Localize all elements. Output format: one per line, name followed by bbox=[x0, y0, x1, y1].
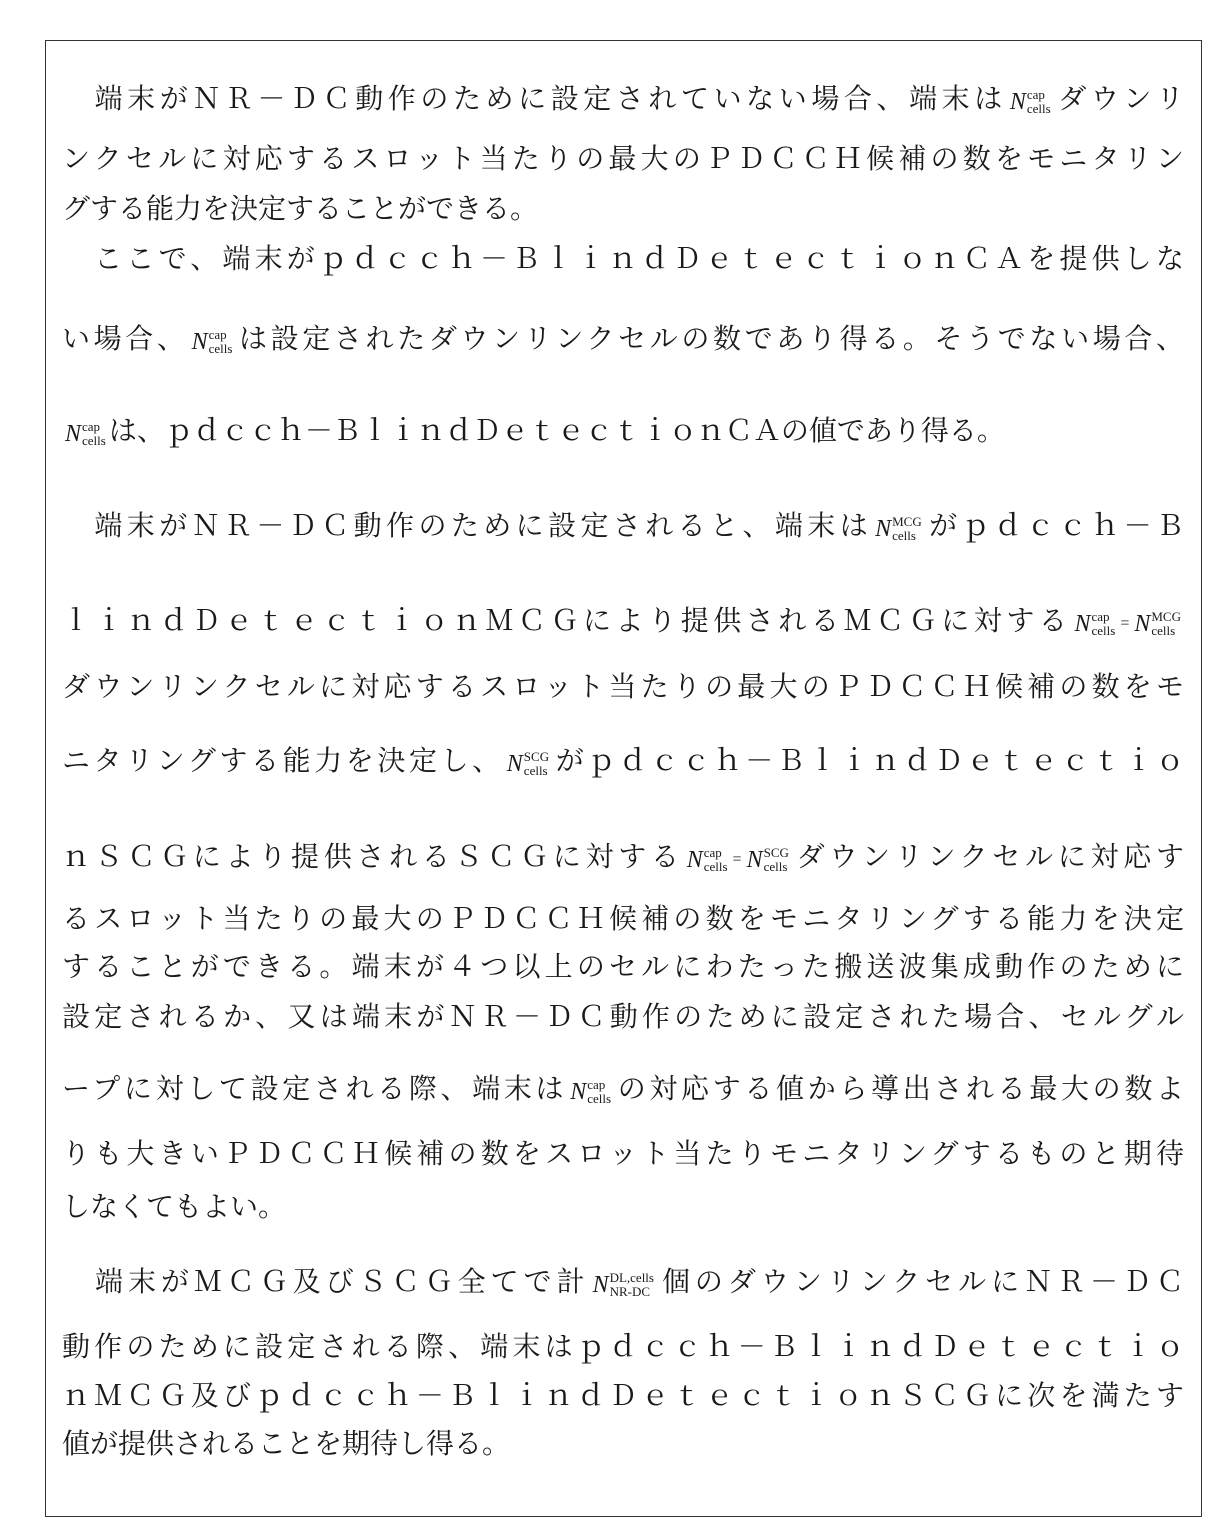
equals-sign: = bbox=[1120, 615, 1129, 632]
text-segment: ニタリングする能力を決定し、 bbox=[62, 746, 504, 777]
math-symbol bbox=[192, 328, 233, 356]
text-segment: 動作のために設定される際、端末はｐｄｃｃｈ－ＢｌｉｎｄＤｅｔｅｃｔｉｏ bbox=[62, 1332, 1184, 1363]
text-segment: ダウンリ bbox=[1054, 84, 1184, 115]
text-line bbox=[62, 138, 1184, 182]
text-segment: は設定されたダウンリンクセルの数であり得る。そうでない場合、 bbox=[235, 324, 1184, 355]
math-base: N bbox=[875, 517, 891, 541]
text-segment: の対応する値から導出される最大の数よ bbox=[614, 1074, 1184, 1105]
math-base: N bbox=[1134, 612, 1150, 636]
text-segment: は、ｐｄｃｃｈ－ＢｌｉｎｄＤｅｔｅｃｔｉｏｎＣＡの値であり得る。 bbox=[109, 416, 1005, 447]
math-symbol bbox=[875, 515, 922, 543]
text-segment: ｎＭＣＧ及びｐｄｃｃｈ－ＢｌｉｎｄＤｅｔｅｃｔｉｏｎＳＣＧに次を満たす bbox=[62, 1381, 1184, 1412]
math-scripts bbox=[524, 750, 549, 778]
math-base: N bbox=[1010, 90, 1026, 114]
math-scripts bbox=[610, 1271, 654, 1299]
math-symbol bbox=[593, 1271, 654, 1299]
math-scripts bbox=[209, 328, 233, 356]
math-symbol bbox=[507, 750, 549, 778]
math-subscript: cells bbox=[587, 1092, 611, 1106]
math-base: N bbox=[593, 1273, 609, 1297]
text-segment: がｐｄｃｃｈ－ＢｌｉｎｄＤｅｔｅｃｔｉｏ bbox=[552, 746, 1184, 777]
text-segment: がｐｄｃｃｈ－Ｂ bbox=[925, 511, 1184, 542]
text-line bbox=[62, 318, 1184, 362]
text-segment: ープに対して設定される際、端末は bbox=[62, 1074, 567, 1105]
text-segment: ここで、端末がｐｄｃｃｈ－ＢｌｉｎｄＤｅｔｅｃｔｉｏｎＣＡを提供しな bbox=[62, 244, 1184, 275]
text-line bbox=[62, 1068, 1184, 1112]
text-line bbox=[62, 78, 1184, 122]
math-base: N bbox=[1074, 612, 1090, 636]
text-line bbox=[62, 666, 1184, 710]
math-scripts bbox=[587, 1078, 611, 1106]
text-segment: りも大きいＰＤＣＣＨ候補の数をスロット当たりモニタリングするものと期待 bbox=[62, 1139, 1184, 1170]
text-line bbox=[62, 740, 1184, 784]
math-subscript: cells bbox=[524, 764, 549, 778]
math-subscript: NR-DC bbox=[610, 1285, 654, 1299]
math-symbol bbox=[1134, 610, 1181, 638]
text-line bbox=[62, 410, 1184, 454]
math-superscript: cap bbox=[587, 1078, 611, 1092]
math-base: N bbox=[507, 752, 523, 776]
text-segment: るスロット当たりの最大のＰＤＣＣＨ候補の数をモニタリングする能力を決定 bbox=[62, 904, 1184, 935]
math-subscript: cells bbox=[764, 860, 789, 874]
text-line bbox=[62, 238, 1184, 282]
math-subscript: cells bbox=[1151, 624, 1181, 638]
text-segment: 値が提供されることを期待し得る。 bbox=[62, 1429, 510, 1460]
text-line bbox=[62, 1261, 1184, 1305]
math-symbol bbox=[65, 420, 106, 448]
text-segment: ダウンリンクセルに対応するスロット当たりの最大のＰＤＣＣＨ候補の数をモ bbox=[62, 672, 1184, 703]
equals-sign: = bbox=[733, 851, 742, 868]
math-superscript: cap bbox=[704, 846, 728, 860]
math-subscript: cells bbox=[209, 342, 233, 356]
math-subscript: cells bbox=[82, 434, 106, 448]
text-segment: 端末がＮＲ－ＤＣ動作のために設定されていない場合、端末は bbox=[62, 84, 1007, 115]
text-line bbox=[62, 1326, 1184, 1370]
math-scripts bbox=[704, 846, 728, 874]
math-superscript: DL,cells bbox=[610, 1271, 654, 1285]
text-line bbox=[62, 600, 1184, 644]
text-line bbox=[62, 1186, 1184, 1230]
math-superscript: MCG bbox=[892, 515, 922, 529]
text-segment: い場合、 bbox=[62, 324, 189, 355]
text-segment: ダウンリンクセルに対応す bbox=[792, 842, 1184, 873]
math-base: N bbox=[192, 330, 208, 354]
text-segment: ｌｉｎｄＤｅｔｅｃｔｉｏｎＭＣＧにより提供されるＭＣＧに対する bbox=[62, 606, 1071, 637]
math-scripts bbox=[1092, 610, 1116, 638]
text-segment: グする能力を決定することができる。 bbox=[62, 194, 538, 225]
math-base: N bbox=[687, 848, 703, 872]
text-segment: することができる。端末が４つ以上のセルにわたった搬送波集成動作のために bbox=[62, 952, 1184, 983]
text-line bbox=[62, 1375, 1184, 1419]
math-scripts bbox=[1027, 88, 1051, 116]
math-superscript: SCG bbox=[524, 750, 549, 764]
math-base: N bbox=[65, 422, 81, 446]
text-line bbox=[62, 836, 1184, 880]
math-scripts bbox=[1151, 610, 1181, 638]
math-base: N bbox=[747, 848, 763, 872]
math-superscript: cap bbox=[82, 420, 106, 434]
math-scripts bbox=[892, 515, 922, 543]
math-subscript: cells bbox=[1092, 624, 1116, 638]
text-line bbox=[62, 188, 1184, 232]
math-scripts bbox=[82, 420, 106, 448]
math-scripts bbox=[764, 846, 789, 874]
text-line bbox=[62, 946, 1184, 990]
text-segment: 個のダウンリンクセルにＮＲ－ＤＣ bbox=[657, 1267, 1184, 1298]
text-segment: 設定されるか、又は端末がＮＲ－ＤＣ動作のために設定された場合、セルグル bbox=[62, 1002, 1184, 1033]
text-segment: 端末がＭＣＧ及びＳＣＧ全てで計 bbox=[62, 1267, 590, 1298]
text-line bbox=[62, 898, 1184, 942]
text-segment: しなくてもよい。 bbox=[62, 1192, 286, 1223]
math-superscript: MCG bbox=[1151, 610, 1181, 624]
math-subscript: cells bbox=[892, 529, 922, 543]
math-symbol bbox=[1010, 88, 1051, 116]
math-base: N bbox=[570, 1080, 586, 1104]
math-symbol bbox=[1074, 610, 1115, 638]
text-line bbox=[62, 1423, 1184, 1467]
text-line bbox=[62, 1133, 1184, 1177]
math-subscript: cells bbox=[704, 860, 728, 874]
text-segment: 端末がＮＲ－ＤＣ動作のために設定されると、端末は bbox=[62, 511, 872, 542]
text-line bbox=[62, 505, 1184, 549]
math-superscript: cap bbox=[209, 328, 233, 342]
text-segment: ｎＳＣＧにより提供されるＳＣＧに対する bbox=[62, 842, 684, 873]
math-symbol bbox=[747, 846, 789, 874]
text-segment: ンクセルに対応するスロット当たりの最大のＰＤＣＣＨ候補の数をモニタリン bbox=[62, 144, 1184, 175]
math-symbol bbox=[687, 846, 728, 874]
math-superscript: cap bbox=[1027, 88, 1051, 102]
math-subscript: cells bbox=[1027, 102, 1051, 116]
math-symbol bbox=[570, 1078, 611, 1106]
math-superscript: SCG bbox=[764, 846, 789, 860]
text-line bbox=[62, 996, 1184, 1040]
math-superscript: cap bbox=[1092, 610, 1116, 624]
